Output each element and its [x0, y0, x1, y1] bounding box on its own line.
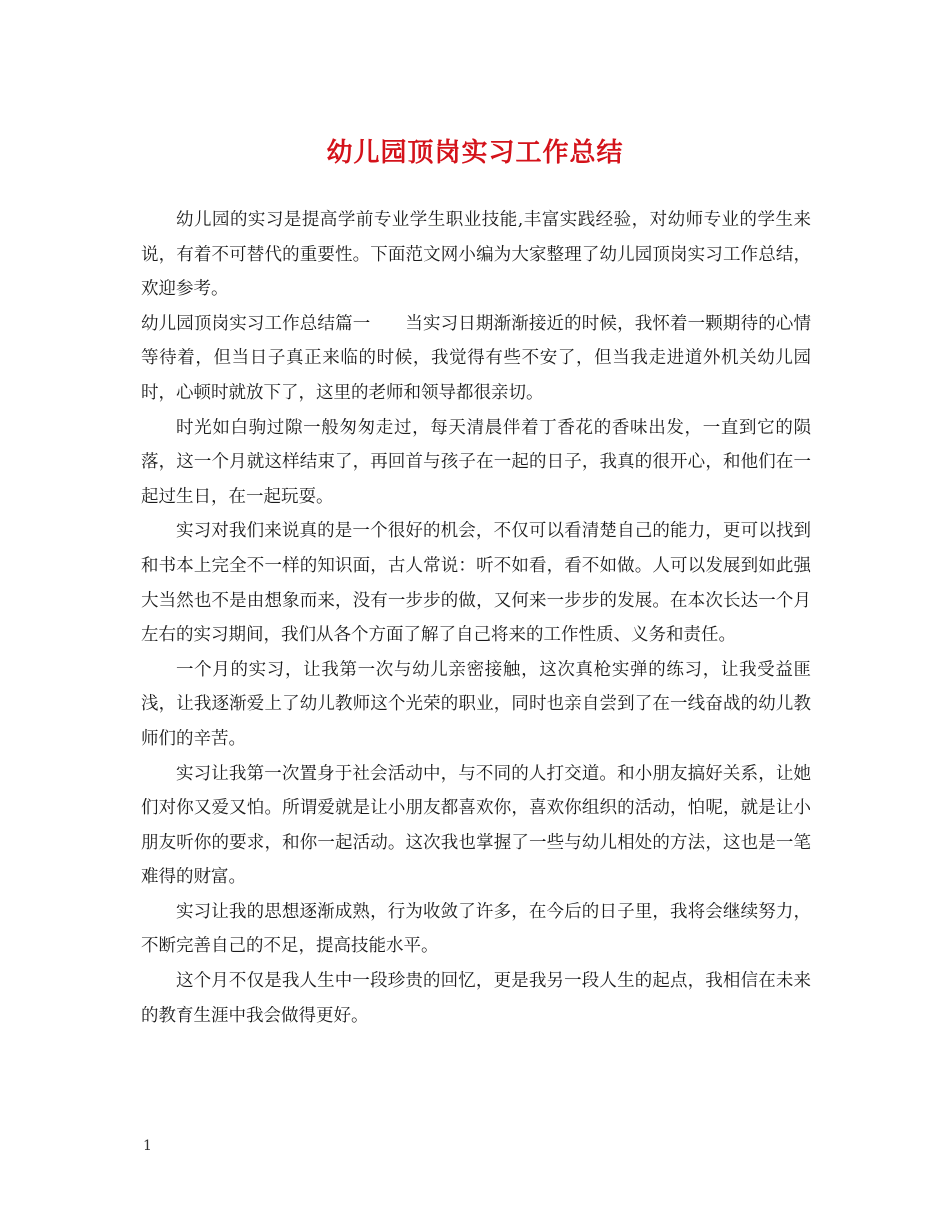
document-body [141, 203, 811, 1033]
body-paragraph-2: 实习对我们来说真的是一个很好的机会，不仅可以看清楚自己的能力，更可以找到和书本上完全不一样的知识面，古人常说：听不如看，看不如做。人可以发展到如此强大当然也不是由想象而来，没有一步步的做，又何来一步步的发展。在本次长达一个月左右的实习期间，我们从各个方面了解了自己将来的工作性质、义务和责任。 [141, 521, 811, 646]
section-heading: 幼儿园顶岗实习工作总结篇一 [141, 313, 371, 334]
body-paragraph-1: 时光如白驹过隙一般匆匆走过，每天清晨伴着丁香花的香味出发，一直到它的陨落，这一个月就这样结束了，再回首与孩子在一起的日子，我真的很开心，和他们在一起过生日，在一起玩耍。 [141, 417, 811, 507]
page-number: 1 [143, 1138, 152, 1154]
body-paragraph-5: 实习让我的思想逐渐成熟，行为收敛了许多，在今后的日子里，我将会继续努力，不断完善自己的不足，提高技能水平。 [141, 901, 811, 957]
section-lead-text: 当实习日期渐渐接近的时候，我怀着一颗期待的心情等待着，但当日子真正来临的时候，我觉得有些不安了，但当我走进道外机关幼儿园时，心顿时就放下了，这里的老师和领导都很亲切。 [141, 313, 812, 403]
section-paragraph [141, 307, 811, 411]
body-paragraph-4: 实习让我第一次置身于社会活动中，与不同的人打交道。和小朋友搞好关系，让她们对你又爱又怕。所谓爱就是让小朋友都喜欢你，喜欢你组织的活动，怕呢，就是让小朋友听你的要求，和你一起活动。这次我也掌握了一些与幼儿相处的方法，这也是一笔难得的财富。 [141, 763, 811, 888]
body-paragraph-3: 一个月的实习，让我第一次与幼儿亲密接触，这次真枪实弹的练习，让我受益匪浅，让我逐渐爱上了幼儿教师这个光荣的职业，同时也亲自尝到了在一线奋战的幼儿教师们的辛苦。 [141, 659, 811, 749]
intro-paragraph: 幼儿园的实习是提高学前专业学生职业技能,丰富实践经验，对幼师专业的学生来说，有着不可替代的重要性。下面范文网小编为大家整理了幼儿园顶岗实习工作总结，欢迎参考。 [141, 210, 811, 300]
body-paragraph-6: 这个月不仅是我人生中一段珍贵的回忆，更是我另一段人生的起点，我相信在未来的教育生涯中我会做得更好。 [141, 971, 811, 1026]
document-title: 幼儿园顶岗实习工作总结 [326, 138, 624, 168]
